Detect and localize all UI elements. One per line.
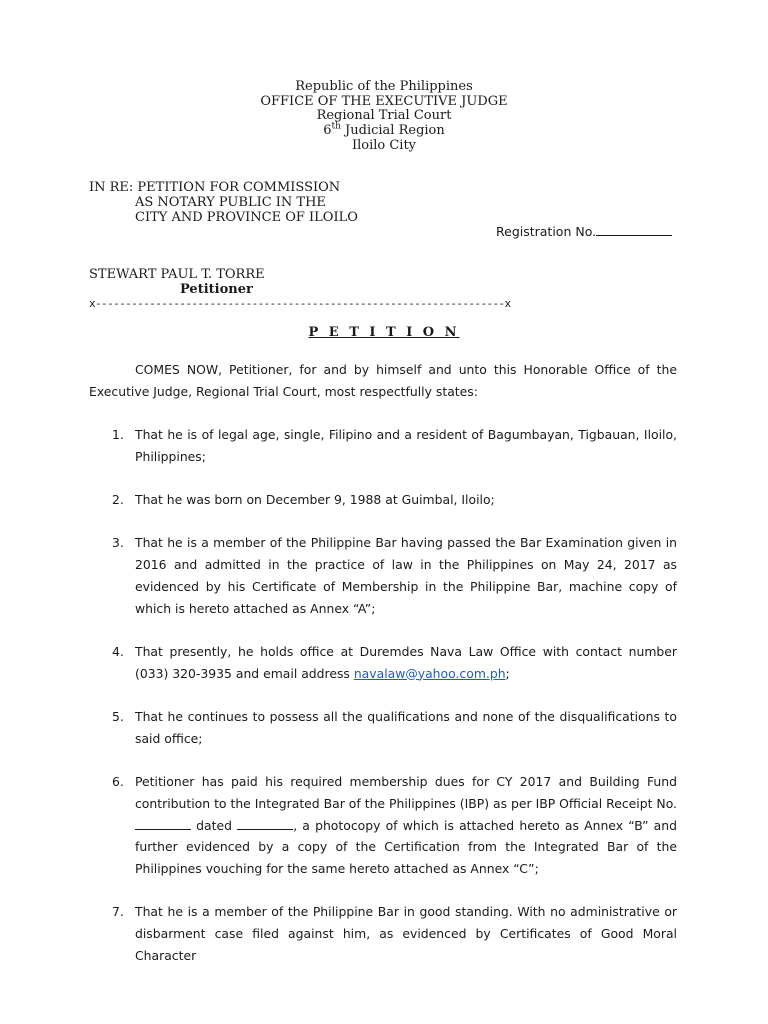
- list-item: [89, 706, 677, 749]
- item-text: That he was born on December 9, 1988 at Guimbal, Iloilo;: [135, 492, 495, 508]
- item-text: That he is a member of the Philippine Bar in good standing. With no administrative or disbarment case filed against him, as evidenced by Certificates of Good Moral Character: [135, 904, 677, 963]
- item-number: 4.: [112, 643, 124, 659]
- region-suffix: th: [331, 121, 341, 132]
- item-text-end: ;: [505, 665, 510, 681]
- item-text-mid: dated: [191, 817, 238, 833]
- header-region: [0, 123, 768, 138]
- intro-paragraph: COMES NOW, Petitioner, for and by himself and unto this Honorable Office of the Executive Judge, Regional Trial Court, most respectfully states:: [89, 362, 677, 399]
- list-item: [89, 424, 677, 467]
- item-text-end: , a photocopy of which is attached hereto as Annex “B” and further evidenced by a copy of the Certification from the Integrated Bar of the Philippines vouching for the same hereto attached as Annex “C”;: [135, 817, 677, 876]
- item-text: That he is of legal age, single, Filipino and a resident of Bagumbayan, Tigbauan, Iloilo, Philippines;: [135, 427, 677, 464]
- item-number: 6.: [112, 774, 124, 790]
- petitioner-role: Petitioner: [180, 282, 253, 297]
- header-republic: Republic of the Philippines: [295, 79, 473, 94]
- item-text: That he continues to possess all the qualifications and none of the disqualifications to said office;: [135, 709, 677, 746]
- caption-line-3: CITY AND PROVINCE OF ILOILO: [135, 210, 358, 225]
- item-text: Petitioner has paid his required membership dues for CY 2017 and Building Fund contribution to the Integrated Bar of the Philippines (IBP) as per IBP Official Receipt No.: [135, 774, 677, 811]
- item-text: That he is a member of the Philippine Bar having passed the Bar Examination given in 2016 and admitted in the practice of law in the Philippines on May 24, 2017 as evidenced by his Certificate of Membership in the Philippine Bar, machine copy of which is hereto attached as Annex “A”;: [135, 535, 677, 616]
- header-court: Regional Trial Court: [316, 108, 452, 123]
- list-item: [89, 489, 677, 511]
- receipt-date-blank: [237, 817, 293, 830]
- item-number: 5.: [112, 709, 124, 725]
- receipt-number-blank: [135, 817, 191, 830]
- list-item: [89, 641, 677, 684]
- list-item: [89, 901, 677, 966]
- header-city: Iloilo City: [351, 138, 417, 153]
- document-title: P E T I T I O N: [308, 325, 460, 340]
- petition-items: [89, 424, 677, 966]
- caption-divider: x--------------------------------------------------------------------x: [89, 297, 511, 310]
- item-number: 2.: [112, 492, 124, 508]
- list-item: [89, 771, 677, 880]
- registration-label: Registration No.: [496, 224, 597, 239]
- registration-number: [496, 224, 672, 239]
- list-item: [89, 532, 677, 619]
- item-number: 7.: [112, 904, 124, 920]
- region-number: 6: [323, 123, 332, 138]
- region-label: Judicial Region: [340, 123, 445, 138]
- caption-line-2: AS NOTARY PUBLIC IN THE: [135, 195, 326, 210]
- item-number: 3.: [112, 535, 124, 551]
- caption-line-1: IN RE: PETITION FOR COMMISSION: [89, 180, 341, 195]
- item-text: That presently, he holds office at Duremdes Nava Law Office with contact number (033) 320-3935 and email address: [135, 643, 677, 681]
- registration-blank: [596, 225, 672, 236]
- header-office: OFFICE OF THE EXECUTIVE JUDGE: [260, 94, 508, 109]
- petitioner-name: STEWART PAUL T. TORRE: [89, 267, 265, 282]
- item-number: 1.: [112, 427, 124, 442]
- email-link[interactable]: navalaw@yahoo.com.ph: [353, 665, 506, 681]
